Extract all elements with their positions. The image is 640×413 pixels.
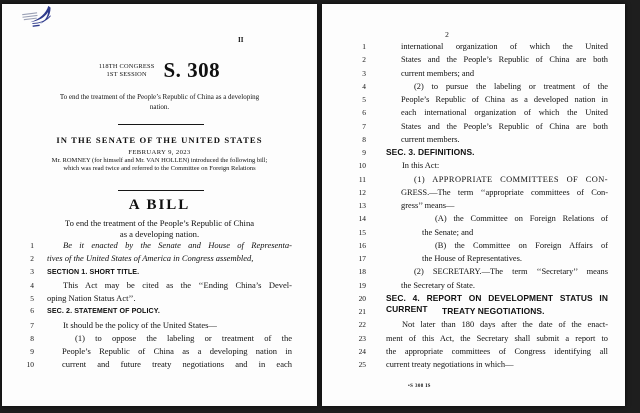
line-number: 4 [362,81,366,91]
line-text: each international organization of which the United [401,108,608,118]
line-number: 15 [358,227,366,237]
line-number: 3 [362,68,366,78]
sponsor-line: Mr. ROMNEY (for himself and Mr. VAN HOLLEN) introduced the following bill; [51,157,268,164]
line-number: 8 [30,333,34,343]
line-text: States and the People’s Republic of China are both [401,121,608,131]
line-text: (2) to pursue the labeling or treatment of the [414,81,608,91]
bill-text-line [12,267,292,280]
line-text: TREATY NEGOTIATIONS. [442,306,545,316]
bill-text-line [338,253,608,266]
line-text: current and future treaty negotiations and in each [62,359,292,370]
short-title-line: nation. [149,102,170,111]
bill-text-line [338,160,608,173]
line-number: 14 [358,214,366,224]
senate-heading: IN THE SENATE OF THE UNITED STATES [56,135,263,145]
bill-purpose [34,218,286,239]
congress-label: 118TH CONGRESS [98,63,155,70]
line-number: 7 [30,320,34,330]
line-number: 9 [362,148,366,157]
line-text: (B) the Committee on Foreign Affairs of [435,240,608,250]
line-text: States and the People’s Republic of China are both [401,55,608,65]
line-text: the appropriate committees of Congress identifying all [386,346,608,356]
line-text: SEC. 2. STATEMENT OF POLICY. [47,307,160,316]
line-number: 1 [30,241,34,250]
line-text: SECTION 1. SHORT TITLE. [47,267,140,276]
bill-body-page2 [338,41,608,372]
line-number: 10 [26,360,34,370]
bill-text-line [338,68,608,81]
bill-text-line [12,306,292,319]
bill-calendar-marker: II [238,36,244,44]
line-text: current treaty negotiations in which— [386,360,514,369]
line-text: the Secretary of State. [401,280,475,290]
bill-text-line [338,227,608,240]
line-text: GRESS.—The term ‘‘appropriate committees of Con- [401,187,608,197]
line-number: 5 [30,294,34,303]
purpose-line: as a developing nation. [119,228,200,239]
introduction-date: FEBRUARY 9, 2023 [128,149,191,156]
line-text: oping Nation Status Act’’. [47,293,136,303]
line-text: current members. [401,134,460,144]
bill-body-page1 [12,240,292,373]
bill-text-line [338,94,608,107]
line-number: 18 [358,267,366,277]
line-text: ment of this Act, the Secretary shall submit a report to [386,333,608,343]
line-number: 17 [358,254,366,263]
line-number: 23 [358,333,366,343]
sponsor-statement [24,157,295,173]
bill-text-line [338,333,608,346]
line-number: 8 [362,134,366,144]
bill-text-line [338,147,608,160]
bill-text-line [338,266,608,279]
line-text: This Act may be cited as the ‘‘Ending China’s Devel- [63,279,292,290]
bill-text-line [12,346,292,359]
page-number: 2 [445,30,449,39]
bill-text-line [12,240,292,253]
bill-text-line [12,280,292,293]
line-text: the Senate; and [422,227,474,237]
bill-text-line [338,200,608,213]
line-text: (1) APPROPRIATE COMMITTEES OF CON- [414,174,608,184]
bill-text-line [338,280,608,293]
line-text: SEC. 3. DEFINITIONS. [386,147,475,157]
line-number: 7 [362,121,366,131]
bill-text-line [338,359,608,372]
bill-text-line [338,41,608,54]
bill-page-1 [2,4,317,406]
line-number: 5 [362,95,366,104]
purpose-line: To end the treatment of the People’s Republic of China [64,218,255,228]
line-text: tives of the United States of America in Congress assembled, [47,253,254,264]
line-text: gress’’ means— [401,201,455,210]
sponsor-line: which was read twice and referred to the Committee on Foreign Relations [63,165,256,172]
line-text: People’s Republic of China as a developed nation in [401,95,608,104]
line-text: the House of Representatives. [422,254,523,263]
bill-text-line [12,359,292,372]
bill-text-line [338,213,608,226]
line-number: 6 [362,108,366,118]
line-number: 4 [30,280,34,290]
line-number: 25 [358,360,366,369]
bill-text-line [12,320,292,333]
bill-footer-slug: •S 308 IS [408,384,431,389]
bill-text-line [338,107,608,120]
line-number: 11 [358,174,366,184]
line-number: 24 [358,346,366,356]
line-number: 12 [358,187,366,197]
bill-text-line [338,319,608,332]
bill-short-title [46,93,273,112]
line-text: current members; and [401,68,475,78]
line-text: In this Act: [402,161,440,171]
line-number: 21 [358,307,366,316]
line-number: 16 [358,240,366,250]
bill-text-line [338,174,608,187]
bill-text-line [338,240,608,253]
congress-session-block [99,63,155,78]
short-title-line: To end the treatment of the People’s Republic of China as a developing [59,93,260,101]
line-number: 13 [358,201,366,210]
line-text: Be it enacted by the Senate and House of Representa- [63,240,292,250]
line-text: People’s Republic of China as a developing nation in [62,346,292,356]
bill-text-line [338,346,608,359]
bill-header [2,58,317,83]
line-number: 9 [30,347,34,356]
line-text: (1) to oppose the labeling or treatment of the [75,332,292,343]
line-text: (A) the Committee on Foreign Relations of [435,214,608,224]
bill-heading: A BILL [128,197,191,213]
horizontal-rule [118,190,204,191]
bill-text-line [12,293,292,306]
line-number: 3 [30,266,34,276]
bill-number: S. 308 [163,58,221,82]
bill-text-line [12,333,292,346]
line-text: SEC. 4. REPORT ON DEVELOPMENT STATUS IN CURRENT [386,292,608,314]
line-number: 2 [30,254,34,264]
line-text: international organization of which the United [401,42,608,51]
bill-text-line [338,121,608,134]
bill-text-line [12,253,292,266]
line-number: 19 [358,280,366,290]
gpo-authentication-seal-icon [20,6,60,34]
line-text: It should be the policy of the United States— [63,319,217,330]
bill-text-line [338,81,608,94]
line-number: 22 [358,320,366,330]
bill-text-line [338,306,608,319]
line-text: Not later than 180 days after the date of the enact- [402,320,608,330]
session-label: 1ST SESSION [106,70,147,78]
horizontal-rule [118,124,204,125]
line-number: 1 [362,42,366,51]
bill-page-2 [322,4,625,406]
line-text: (2) SECRETARY.—The term ‘‘Secretary’’ means [414,267,608,277]
line-number: 10 [358,161,366,171]
bill-text-line [338,187,608,200]
bill-text-line [338,54,608,67]
bill-text-line [338,134,608,147]
line-number: 2 [362,55,366,65]
line-number: 20 [358,293,366,303]
line-number: 6 [30,306,34,316]
